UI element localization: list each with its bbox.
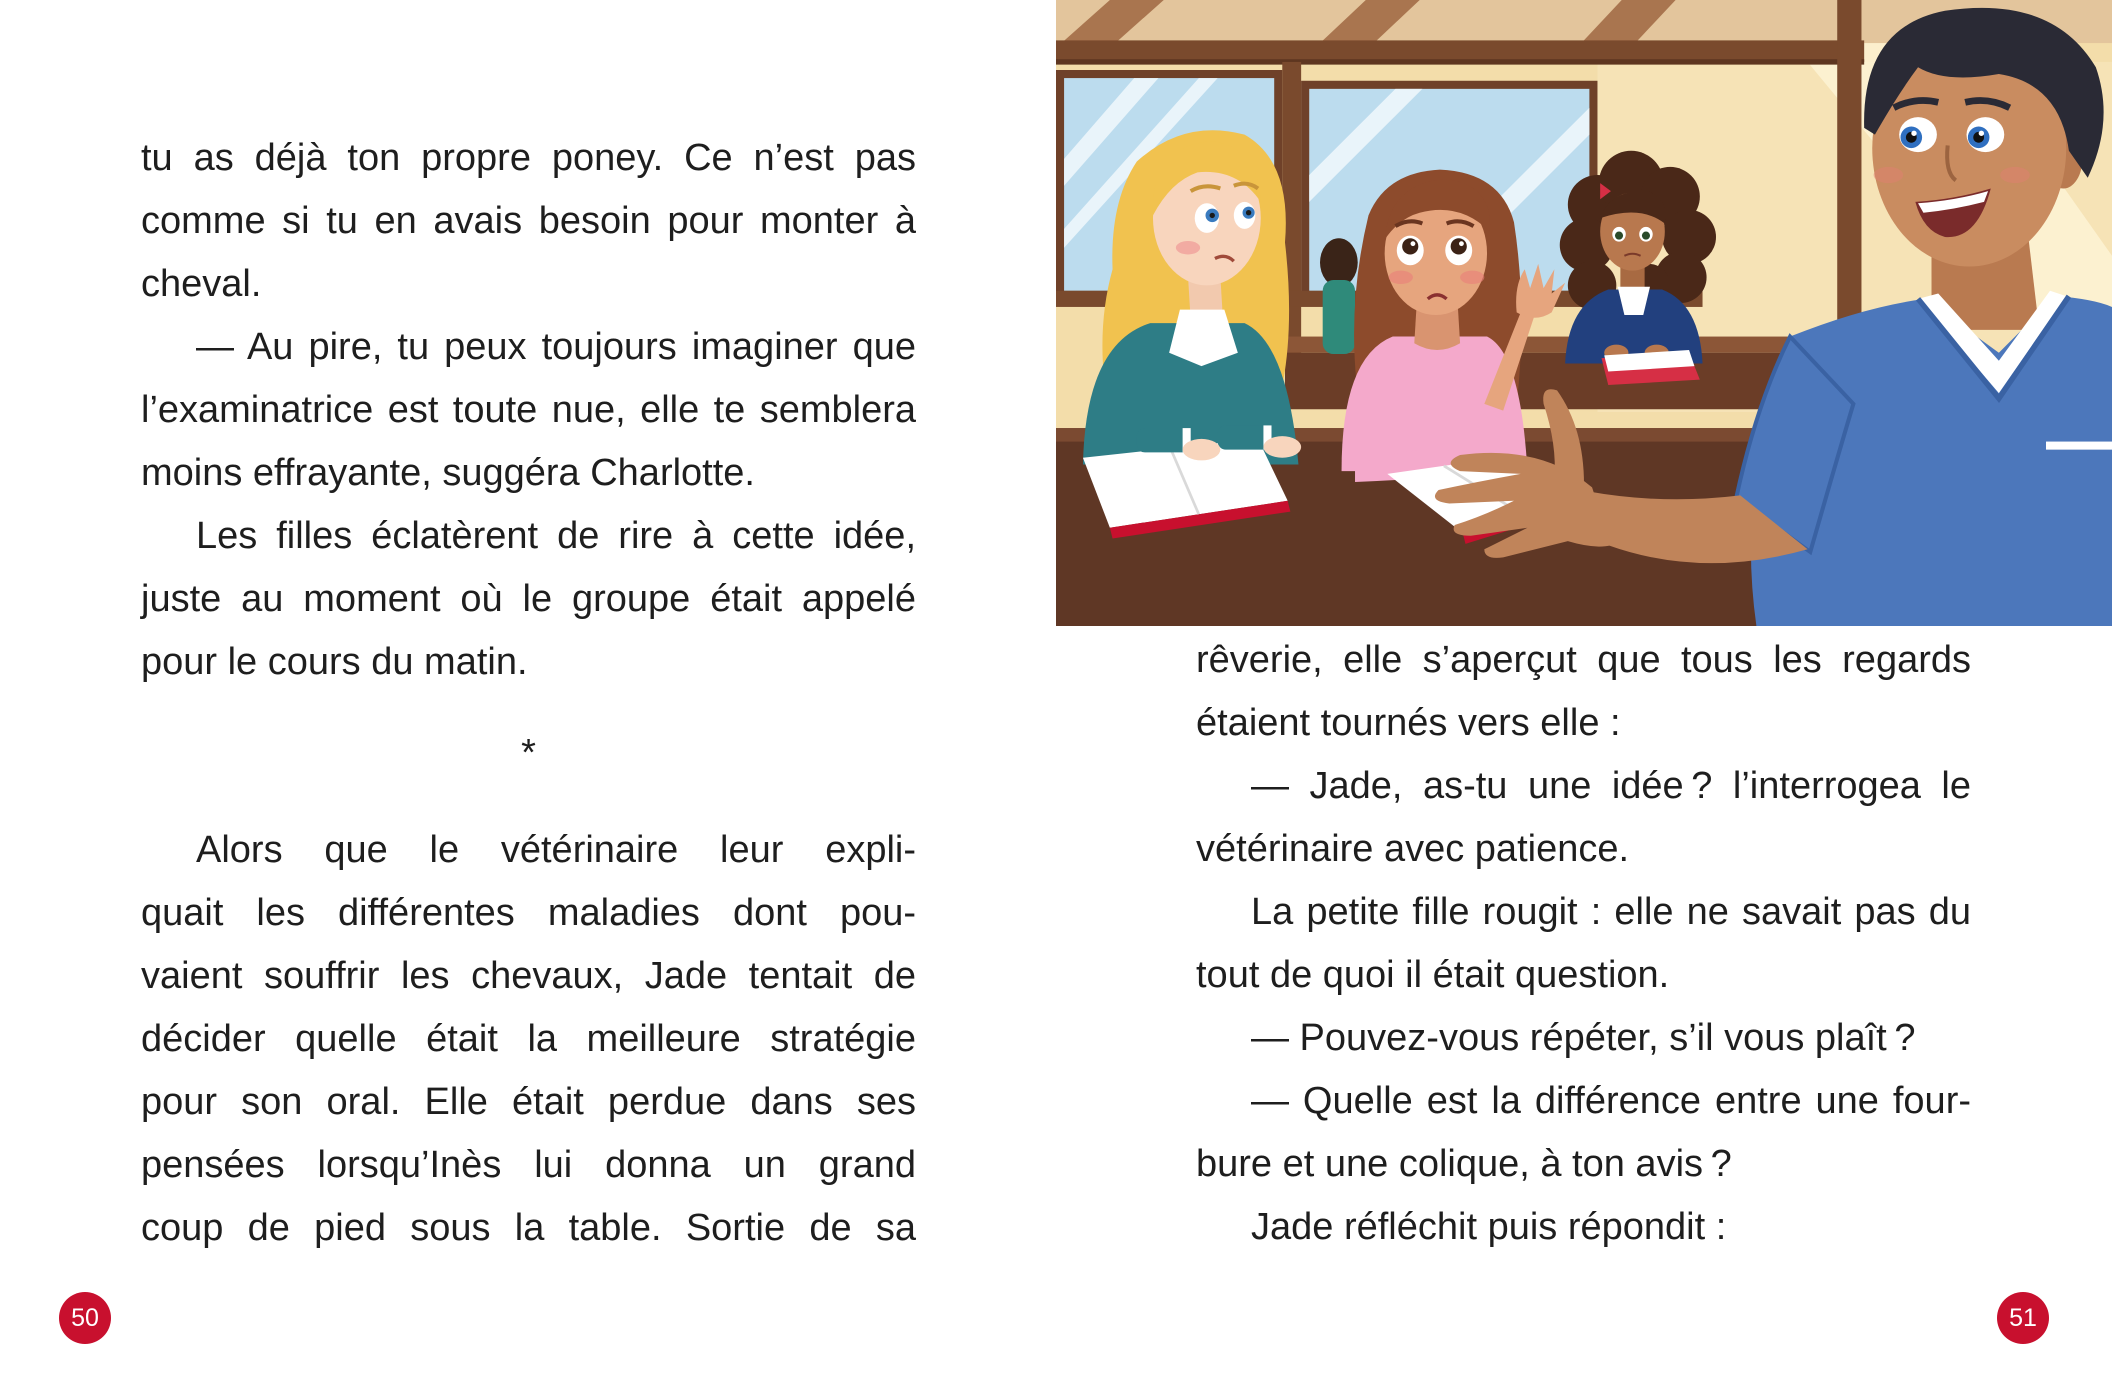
text-line: tout de quoi il était question. <box>1196 954 1670 996</box>
page-number-left: 50 <box>59 1292 111 1344</box>
text-line: — Au pire, tu peux toujours imaginer que <box>196 326 916 368</box>
text-line: comme si tu en avais besoin pour monter à <box>141 200 916 242</box>
text-line: — Pouvez-vous répéter, s’il vous plaît ? <box>1251 1017 1916 1059</box>
text-line: La petite fille rougit : elle ne savait pas du <box>1251 891 1971 933</box>
text-line: pour son oral. Elle était perdue dans ses <box>141 1081 916 1123</box>
curly-haired-girl <box>1560 151 1716 385</box>
page-number-right: 51 <box>1997 1292 2049 1344</box>
right-page-text <box>1196 629 1971 1259</box>
text-line: étaient tournés vers elle : <box>1196 702 1621 744</box>
text-line: quait les différentes maladies dont pou- <box>141 892 916 934</box>
text-line: décider quelle était la meilleure stratégie <box>141 1018 916 1060</box>
text-line: l’examinatrice est toute nue, elle te semblera <box>141 389 916 431</box>
text-line: bure et une colique, à ton avis ? <box>1196 1143 1732 1185</box>
text-line: Alors que le vétérinaire leur expli- <box>196 829 916 871</box>
text-line: Les filles éclatèrent de rire à cette idée, <box>196 515 916 557</box>
text-line: — Jade, as-tu une idée ? l’interrogea le <box>1251 765 1971 807</box>
text-line: Jade réfléchit puis répondit : <box>1251 1206 1727 1248</box>
text-line: vaient souffrir les chevaux, Jade tentait de <box>141 955 916 997</box>
text-line: cheval. <box>141 263 262 305</box>
text-line: vétérinaire avec patience. <box>1196 828 1630 870</box>
text-line: juste au moment où le groupe était appelé <box>141 578 916 620</box>
text-line: pensées lorsqu’Inès lui donna un grand <box>141 1144 916 1186</box>
left-page-text <box>141 127 916 1260</box>
text-line: moins effrayante, suggéra Charlotte. <box>141 452 755 494</box>
section-separator: * <box>521 732 536 774</box>
text-line: — Quelle est la différence entre une four- <box>1251 1080 1971 1122</box>
text-line: pour le cours du matin. <box>141 641 528 683</box>
classroom-illustration <box>1056 0 2112 626</box>
text-line: rêverie, elle s’aperçut que tous les regards <box>1196 639 1971 681</box>
text-line: coup de pied sous la table. Sortie de sa <box>141 1207 916 1249</box>
text-line: tu as déjà ton propre poney. Ce n’est pas <box>141 137 916 179</box>
background-child <box>1320 238 1358 354</box>
